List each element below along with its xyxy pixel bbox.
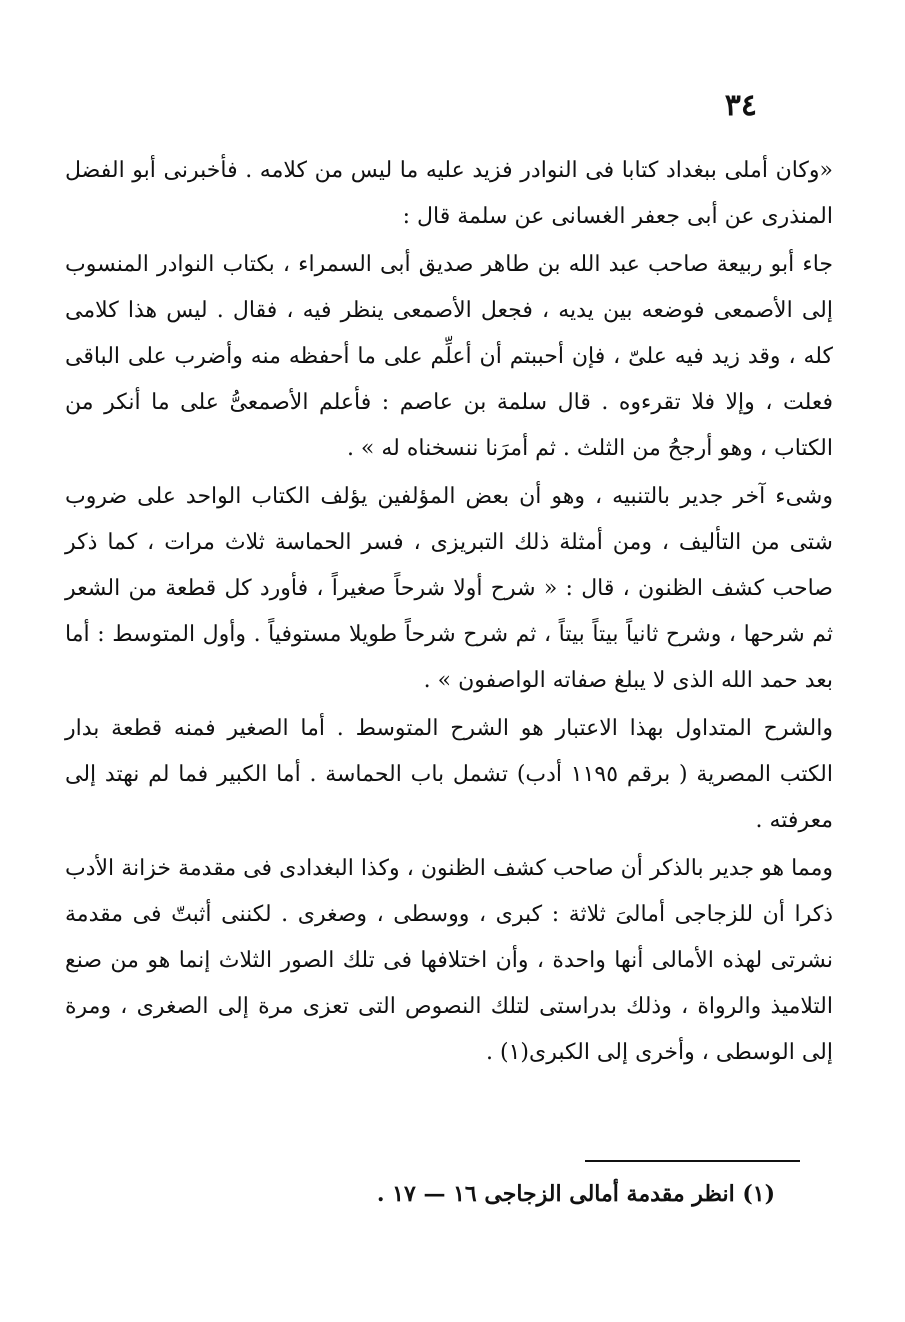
body-text	[65, 148, 833, 1076]
paragraph-1: «وكان أملى ببغداد كتابا فى النوادر فزيد عليه ما ليس من كلامه . فأخبرنى أبو الفضل المنذرى عن أبى جعفر الغسانى عن سلمة قال :	[65, 158, 833, 229]
paragraph-4: والشرح المتداول بهذا الاعتبار هو الشرح المتوسط . أما الصغير فمنه قطعة بدار الكتب المصرية ( برقم ١١٩٥ أدب) تشمل باب الحماسة . أما الكبير فما لم نهتد إلى معرفته .	[65, 716, 833, 833]
paragraph-2: جاء أبو ربيعة صاحب عبد الله بن طاهر صديق أبى السمراء ، بكتاب النوادر المنسوب إلى الأصمعى فوضعه بين يديه ، فجعل الأصمعى ينظر فيه ، فقال . ليس هذا كلامى كله ، وقد زيد فيه علىّ ، فإن أحببتم أن أعلِّم على ما أحفظه منه وأضرب على الباقى فعلت ، وإلا فلا تقرءوه . قال سلمة بن عاصم : فأعلم الأصمعىُّ على ما أنكر من الكتاب ، وهو أرجحُ من الثلث . ثم أمرَنا ننسخناه له » .	[65, 252, 833, 461]
page-number: ٣٤	[724, 88, 757, 123]
footnote-divider	[585, 1160, 800, 1162]
footnote: (١) انظر مقدمة أمالى الزجاجى ١٦ — ١٧ .	[376, 1181, 775, 1207]
paragraph-3: وشىء آخر جدير بالتنبيه ، وهو أن بعض المؤلفين يؤلف الكتاب الواحد على ضروب شتى من التأليف ، ومن أمثلة ذلك التبريزى ، فسر الحماسة ثلاث مرات ، كما ذكر صاحب كشف الظنون ، قال : « شرح أولا شرحاً صغيراً ، فأورد كل قطعة من الشعر ثم شرحها ، وشرح ثانياً بيتاً بيتاً ، ثم شرح شرحاً طويلا مستوفياً . وأول المتوسط : أما بعد حمد الله الذى لا يبلغ صفاته الواصفون » .	[65, 484, 833, 693]
paragraph-5: ومما هو جدير بالذكر أن صاحب كشف الظنون ، وكذا البغدادى فى مقدمة خزانة الأدب ذكرا أن للزجاجى أمالىَ ثلاثة : كبرى ، ووسطى ، وصغرى . لكننى أثبتّ فى مقدمة نشرتى لهذه الأمالى أنها واحدة ، وأن اختلافها فى تلك الصور الثلاث إنما هو من صنع التلاميذ والرواة ، وذلك بدراستى لتلك النصوص التى تعزى مرة إلى الصغرى ، ومرة إلى الوسطى ، وأخرى إلى الكبرى(١) .	[65, 856, 833, 1065]
